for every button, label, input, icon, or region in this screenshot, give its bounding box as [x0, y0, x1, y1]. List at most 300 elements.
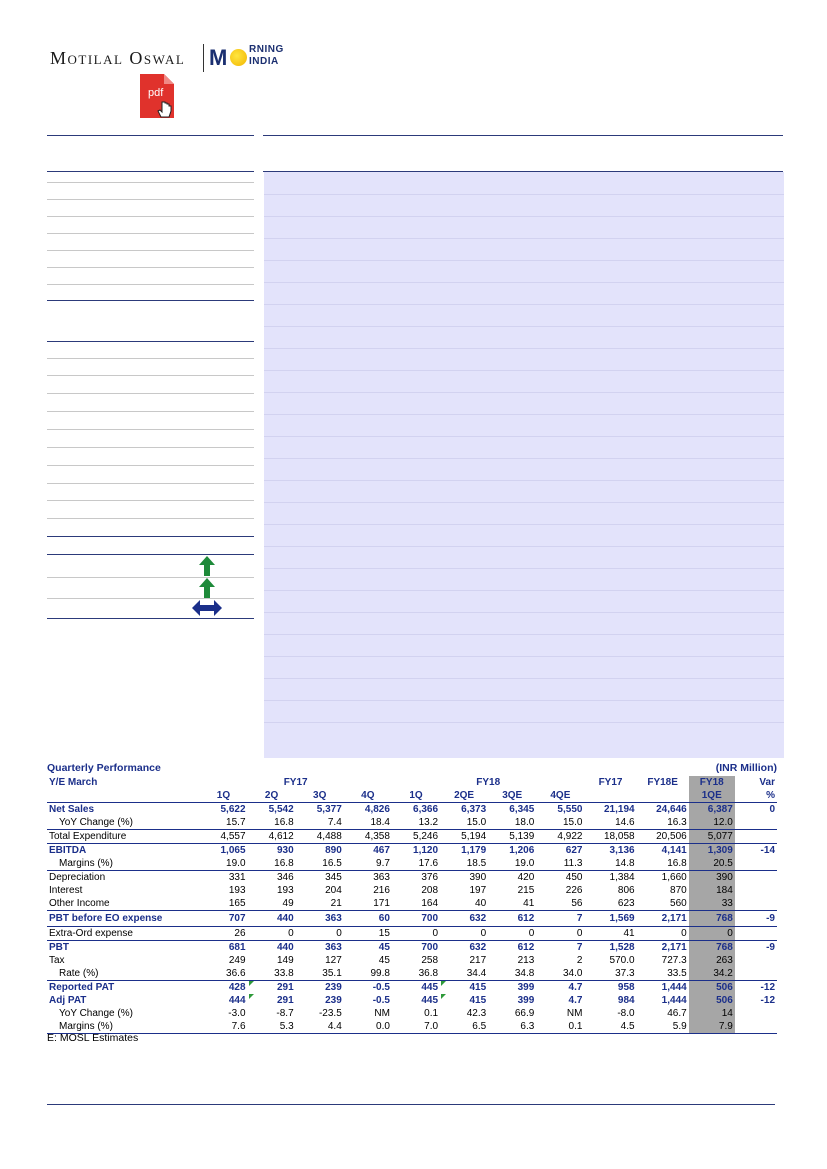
row-value: 34.8: [488, 967, 536, 981]
row-value: 36.8: [392, 967, 440, 981]
row-value: 11.3: [536, 857, 584, 871]
estimates-note: E: MOSL Estimates: [47, 1032, 139, 1044]
row-value: 33: [689, 897, 735, 911]
row-value: 36.6: [199, 967, 247, 981]
row-value: 450: [565, 871, 583, 883]
table-unit: (INR Million): [715, 762, 777, 774]
row-value: 6,387: [689, 803, 735, 817]
row-value: 984: [617, 994, 635, 1006]
row-value: 5,077: [689, 830, 735, 844]
footer-rule: [47, 1104, 775, 1105]
row-value: 46.7: [667, 1007, 687, 1019]
left-row-divider: [47, 375, 254, 376]
row-value: 193: [276, 884, 294, 896]
row-value: 612: [488, 911, 536, 927]
row-value: 0: [637, 927, 689, 941]
header-var-pct: %: [735, 789, 777, 803]
row-value: 6.5: [440, 1020, 488, 1034]
left-row-divider: [47, 250, 254, 251]
table-row: [47, 844, 777, 858]
panel-divider: [264, 590, 784, 591]
row-label: Margins (%): [47, 1020, 199, 1034]
row-value: 16.8: [637, 857, 689, 871]
header-q: 4QE: [536, 789, 584, 803]
row-value: -8.7: [276, 1007, 294, 1019]
row-value: 12.0: [689, 816, 735, 830]
row-label: Other Income: [47, 897, 199, 911]
panel-divider: [264, 348, 784, 349]
row-value: 14: [689, 1007, 735, 1020]
row-value: [735, 927, 777, 941]
row-value: 45: [378, 954, 390, 966]
row-value: 16.3: [637, 816, 689, 830]
row-value: 217: [469, 954, 487, 966]
row-value: 5,622: [220, 803, 246, 815]
row-value: 1,528: [609, 941, 635, 953]
row-value: 291: [248, 981, 296, 995]
row-value: 4.4: [296, 1020, 344, 1034]
panel-divider: [264, 304, 784, 305]
row-value: 127: [325, 954, 342, 966]
row-value: 331: [228, 871, 246, 883]
row-value: 445: [421, 994, 439, 1006]
row-value: 0.0: [344, 1020, 392, 1034]
row-value: -3.0: [228, 1007, 246, 1019]
row-label: Extra-Ord expense: [47, 927, 199, 941]
row-label: Margins (%): [47, 857, 199, 871]
table-row: [47, 927, 777, 941]
row-value: 14.8: [584, 857, 636, 871]
row-value: 376: [421, 871, 439, 883]
right-rule-top: [263, 135, 783, 136]
row-value: 34.4: [440, 967, 488, 981]
row-value: 727.3: [661, 954, 687, 966]
row-value: 208: [421, 884, 439, 896]
row-value: 1,660: [661, 871, 687, 883]
row-value: 60: [344, 911, 392, 927]
row-value: 700: [421, 941, 439, 953]
header-fy18-quarter: FY18: [689, 776, 735, 789]
row-value: 0: [536, 927, 584, 941]
row-value: NM: [566, 1007, 583, 1019]
row-value: 345: [325, 871, 342, 883]
left-row-divider: [47, 465, 254, 466]
row-value: 6,373: [461, 803, 487, 815]
left-row-divider: [47, 447, 254, 448]
row-label: Tax: [49, 954, 65, 966]
row-value: 4,488: [296, 830, 344, 844]
left-row-divider: [47, 233, 254, 234]
product-india: INDIA: [249, 56, 279, 67]
table-row: [47, 954, 777, 967]
row-value: 6,366: [413, 803, 439, 815]
header-blank: [584, 789, 636, 803]
panel-divider: [264, 634, 784, 635]
row-label: PBT: [49, 941, 69, 953]
logo-divider: [203, 44, 204, 72]
row-value: 0: [248, 927, 296, 941]
row-value: [735, 967, 777, 981]
row-value: 7: [536, 911, 584, 927]
row-value: -9: [735, 911, 777, 927]
row-value: 0: [689, 927, 735, 941]
panel-divider: [264, 458, 784, 459]
row-value: 16.8: [248, 816, 296, 830]
row-value: 149: [276, 954, 294, 966]
row-value: 45: [378, 941, 390, 953]
row-value: 1,206: [509, 844, 535, 856]
row-value: 467: [373, 844, 390, 856]
row-value: 627: [565, 844, 583, 856]
row-value: 7: [576, 941, 583, 953]
header-q: 4Q: [344, 789, 392, 803]
row-value: 363: [296, 911, 344, 927]
row-value: 506: [689, 994, 735, 1007]
row-value: 184: [689, 884, 735, 897]
row-value: 0: [769, 803, 775, 815]
row-value: 66.9: [514, 1007, 535, 1019]
row-label: Depreciation: [49, 871, 106, 883]
pdf-icon[interactable]: [138, 72, 178, 122]
company-name: Motilal Oswal: [50, 48, 186, 68]
row-value: 41: [584, 927, 636, 941]
panel-divider: [264, 612, 784, 613]
row-value: 5.9: [637, 1020, 689, 1034]
row-value: -12: [760, 981, 775, 993]
row-value: [735, 1007, 777, 1020]
panel-divider: [264, 238, 784, 239]
row-value: 19.0: [199, 857, 247, 871]
table-row: [47, 830, 777, 844]
row-value: 226: [565, 884, 583, 896]
row-value: 560: [637, 897, 689, 911]
row-value: 20.5: [689, 857, 735, 871]
row-value: 390: [689, 871, 735, 885]
row-value: 33.5: [637, 967, 689, 981]
row-label: Rate (%): [47, 967, 199, 981]
row-value: 632: [469, 941, 487, 953]
table-row: [47, 981, 777, 995]
row-value: 930: [276, 844, 294, 856]
table-row: [47, 941, 777, 955]
row-value: 0: [488, 927, 536, 941]
left-section-rule: [47, 536, 254, 537]
table-row: [47, 897, 777, 911]
row-label: Total Expenditure: [47, 830, 199, 844]
panel-divider: [264, 414, 784, 415]
header-ye-march: Y/E March: [49, 776, 98, 788]
row-value: 21,194: [603, 803, 635, 815]
row-value: 399: [517, 981, 535, 993]
row-value: 14.6: [584, 816, 636, 830]
row-value: 37.3: [584, 967, 636, 981]
row-value: 34.2: [689, 967, 735, 981]
header-q: 3Q: [296, 789, 344, 803]
left-row-divider: [47, 284, 254, 285]
row-value: 1,569: [584, 911, 636, 927]
row-value: 890: [325, 844, 342, 856]
panel-divider: [264, 260, 784, 261]
row-value: 35.1: [296, 967, 344, 981]
row-value: 4,612: [248, 830, 296, 844]
row-value: 20,506: [637, 830, 689, 844]
row-value: 49: [248, 897, 296, 911]
row-value: 7.9: [689, 1020, 735, 1034]
left-row-divider: [47, 358, 254, 359]
row-value: -8.0: [617, 1007, 635, 1019]
row-value: 1,065: [220, 844, 246, 856]
row-value: 197: [469, 884, 487, 896]
row-value: 420: [517, 871, 535, 883]
row-value: 5,542: [268, 803, 294, 815]
row-value: 2,171: [661, 941, 687, 953]
content-panel: [264, 172, 784, 758]
table-title: Quarterly Performance: [47, 762, 161, 774]
row-value: 7.6: [199, 1020, 247, 1034]
header-blank: [47, 789, 199, 803]
row-value: 99.8: [344, 967, 392, 981]
left-row-divider: [47, 577, 254, 578]
header-q: 2QE: [440, 789, 488, 803]
row-value: 700: [392, 911, 440, 927]
row-value: 15.0: [536, 816, 584, 830]
row-value: 0: [440, 927, 488, 941]
row-value: 363: [373, 871, 390, 883]
row-value: 0: [296, 927, 344, 941]
table-row: [47, 884, 777, 897]
left-row-divider: [47, 216, 254, 217]
panel-divider: [264, 722, 784, 723]
row-value: -0.5: [372, 981, 390, 993]
row-label: PBT before EO expense: [47, 911, 199, 927]
panel-divider: [264, 392, 784, 393]
row-value: 16.8: [248, 857, 296, 871]
row-value: 41: [488, 897, 536, 911]
table-row: [47, 871, 777, 885]
header-row-years: [47, 776, 777, 789]
header-q: 1Q: [199, 789, 247, 803]
table-row: [47, 816, 777, 830]
table-row: [47, 803, 777, 817]
row-value: 768: [689, 911, 735, 927]
row-value: 193: [228, 884, 246, 896]
row-value: 15.0: [440, 816, 488, 830]
row-value: NM: [374, 1007, 390, 1019]
table-row: [47, 1020, 777, 1034]
row-value: 18.5: [440, 857, 488, 871]
left-section-rule: [47, 341, 254, 342]
row-value: 9.7: [344, 857, 392, 871]
row-value: 26: [199, 927, 247, 941]
row-value: 415: [440, 994, 488, 1007]
row-value: [735, 884, 777, 897]
left-row-divider: [47, 411, 254, 412]
header-fy18e: FY18E: [647, 776, 678, 788]
row-value: 4.5: [584, 1020, 636, 1034]
row-label: EBITDA: [49, 844, 87, 856]
pdf-label: pdf: [148, 87, 164, 99]
left-row-divider: [47, 429, 254, 430]
row-value: 16.5: [296, 857, 344, 871]
row-value: 40: [440, 897, 488, 911]
row-value: 6,345: [509, 803, 535, 815]
panel-divider: [264, 700, 784, 701]
panel-divider: [264, 524, 784, 525]
row-value: 17.6: [392, 857, 440, 871]
row-value: 34.0: [536, 967, 584, 981]
panel-divider: [264, 678, 784, 679]
left-row-divider: [47, 393, 254, 394]
panel-divider: [264, 480, 784, 481]
row-value: 806: [617, 884, 635, 896]
panel-divider: [264, 568, 784, 569]
row-value: [735, 954, 777, 967]
row-value: 249: [228, 954, 246, 966]
row-value: 2: [576, 954, 583, 966]
left-row-divider: [47, 199, 254, 200]
row-value: 19.0: [488, 857, 536, 871]
row-value: 4,141: [661, 844, 687, 856]
row-value: 870: [670, 884, 687, 896]
row-value: 444: [228, 994, 246, 1006]
row-value: 4,826: [364, 803, 390, 815]
panel-divider: [264, 436, 784, 437]
row-value: 5,550: [557, 803, 583, 815]
panel-divider: [264, 546, 784, 547]
left-row-divider: [47, 500, 254, 501]
row-value: 239: [325, 994, 342, 1006]
row-value: 440: [248, 911, 296, 927]
row-value: 4,358: [344, 830, 392, 844]
row-value: 5,377: [316, 803, 342, 815]
row-value: [735, 871, 777, 885]
row-value: [735, 857, 777, 871]
row-value: 165: [199, 897, 247, 911]
row-value: 445: [421, 981, 439, 993]
row-value: -9: [766, 941, 775, 953]
header-fy18-span: FY18: [476, 776, 501, 788]
row-value: 6.3: [488, 1020, 536, 1034]
panel-divider: [264, 216, 784, 217]
left-row-divider: [47, 267, 254, 268]
row-value: 7.0: [392, 1020, 440, 1034]
left-section-rule: [47, 618, 254, 619]
quarterly-table: [47, 776, 777, 1034]
double-arrow-icon: [192, 600, 222, 616]
panel-divider: [264, 370, 784, 371]
row-value: 18.0: [488, 816, 536, 830]
table-row: [47, 857, 777, 871]
row-value: 346: [276, 871, 294, 883]
left-row-divider: [47, 598, 254, 599]
row-value: 1,309: [689, 844, 735, 858]
row-value: 291: [248, 994, 296, 1007]
row-value: 13.2: [392, 816, 440, 830]
panel-divider: [264, 502, 784, 503]
row-value: [735, 830, 777, 844]
header-fy17-span: FY17: [283, 776, 308, 788]
header-q: 1Q: [392, 789, 440, 803]
row-value: -12: [760, 994, 775, 1006]
header-row-quarters: [47, 789, 777, 803]
table-row: [47, 911, 777, 927]
row-label: Reported PAT: [49, 981, 115, 993]
row-value: 18.4: [344, 816, 392, 830]
row-value: 4.7: [568, 981, 583, 993]
up-arrow-icon: [199, 578, 215, 598]
row-value: 171: [344, 897, 392, 911]
header-blank: [637, 789, 689, 803]
row-value: 258: [421, 954, 439, 966]
header-var: Var: [759, 776, 775, 788]
row-value: 0: [392, 927, 440, 941]
row-label: YoY Change (%): [47, 816, 199, 830]
row-value: 216: [373, 884, 390, 896]
row-value: 5,194: [440, 830, 488, 844]
row-value: 707: [199, 911, 247, 927]
row-value: 1,444: [661, 981, 687, 993]
row-value: 21: [296, 897, 344, 911]
sun-icon: [230, 49, 247, 66]
panel-divider: [264, 656, 784, 657]
row-label: Interest: [49, 884, 83, 896]
row-value: 42.3: [466, 1007, 487, 1019]
row-value: -23.5: [318, 1007, 342, 1019]
left-row-divider: [47, 483, 254, 484]
row-value: 33.8: [248, 967, 296, 981]
table-row: [47, 994, 777, 1007]
row-value: 415: [440, 981, 488, 995]
row-label: Net Sales: [49, 803, 95, 815]
row-value: 1,444: [661, 994, 687, 1006]
row-value: 612: [517, 941, 535, 953]
row-value: -0.5: [372, 994, 390, 1006]
row-value: [735, 816, 777, 830]
row-value: 213: [517, 954, 535, 966]
row-value: 0.1: [536, 1020, 584, 1034]
row-value: 428: [228, 981, 246, 993]
row-value: 1,120: [413, 844, 439, 856]
panel-divider: [264, 326, 784, 327]
row-value: 440: [276, 941, 294, 953]
row-value: 5,246: [392, 830, 440, 844]
left-rule: [47, 171, 254, 172]
row-value: 15.7: [199, 816, 247, 830]
row-value: 0.1: [424, 1007, 439, 1019]
panel-divider: [264, 194, 784, 195]
header-fy18-1qe: 1QE: [689, 789, 735, 803]
row-value: 623: [584, 897, 636, 911]
row-value: 390: [469, 871, 487, 883]
header-q: 3QE: [488, 789, 536, 803]
row-value: 204: [325, 884, 342, 896]
row-value: 506: [689, 981, 735, 995]
product-letter-m: M: [209, 45, 228, 70]
row-value: 632: [440, 911, 488, 927]
header-q: 2Q: [248, 789, 296, 803]
left-row-divider: [47, 182, 254, 183]
row-value: 239: [325, 981, 342, 993]
row-value: 4.7: [568, 994, 583, 1006]
row-label: YoY Change (%): [59, 1007, 133, 1019]
row-value: 1,384: [609, 871, 635, 883]
row-value: 399: [517, 994, 535, 1006]
left-section-rule: [47, 300, 254, 301]
table-row: [47, 967, 777, 981]
panel-divider: [264, 282, 784, 283]
row-value: 215: [517, 884, 535, 896]
row-value: 18,058: [584, 830, 636, 844]
